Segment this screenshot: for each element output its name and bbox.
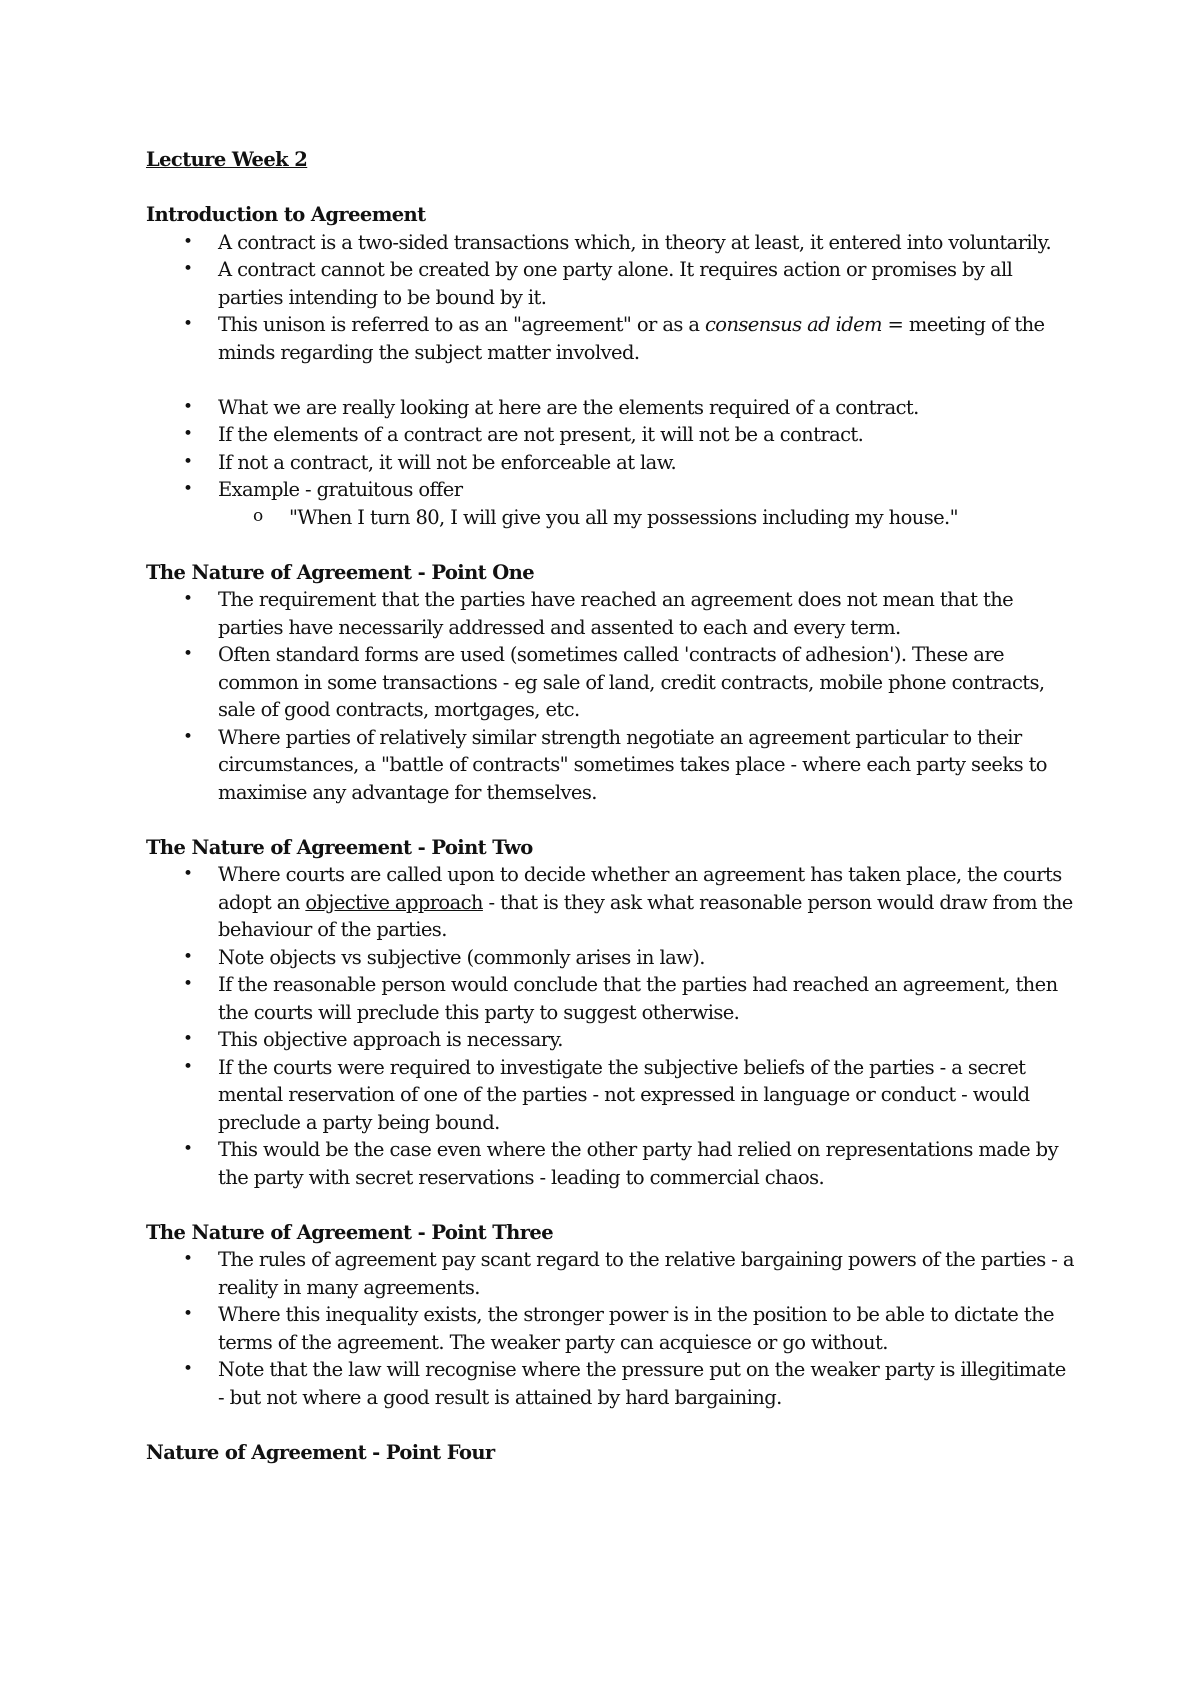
bullet-list bbox=[146, 586, 1076, 806]
latin-term: consensus ad idem bbox=[704, 313, 882, 336]
list-item-text: A contract is a two-sided transactions which, in theory at least, it entered into voluntarily. bbox=[218, 230, 1052, 254]
circle-bullet-icon: o bbox=[253, 505, 263, 526]
list-item bbox=[146, 861, 1076, 944]
sub-list-item bbox=[218, 504, 1076, 532]
list-item-text: The requirement that the parties have reached an agreement does not mean that the parties have necessarily addressed and assented to each and every term. bbox=[218, 588, 1014, 639]
list-item-text: Example - gratuitous offer bbox=[218, 478, 463, 501]
section-point-four bbox=[146, 1439, 1076, 1467]
underlined-term: objective approach bbox=[305, 890, 483, 914]
section-heading: The Nature of Agreement - Point Two bbox=[146, 835, 533, 859]
list-item bbox=[146, 1301, 1076, 1356]
bullet-icon: • bbox=[183, 1056, 193, 1077]
section-heading: The Nature of Agreement - Point Three bbox=[146, 1220, 554, 1244]
bullet-icon: • bbox=[183, 1304, 193, 1324]
list-item bbox=[146, 229, 1076, 257]
bullet-icon: • bbox=[183, 396, 193, 417]
list-item-text: If not a contract, it will not be enforceable at law. bbox=[218, 450, 677, 474]
list-item bbox=[146, 421, 1076, 449]
bullet-list bbox=[146, 394, 1076, 532]
bullet-icon: • bbox=[183, 864, 193, 884]
list-item bbox=[146, 1136, 1076, 1191]
list-item-text-start: This unison is referred to as an "agreement" or as a bbox=[218, 313, 705, 336]
section-point-three bbox=[146, 1219, 1076, 1412]
list-item-text: Where parties of relatively similar strength negotiate an agreement particular to their circumstances, a "battle of contracts" sometimes takes place - where each party seeks to maximise any advantage for themselves. bbox=[218, 725, 1047, 804]
bullet-icon: • bbox=[183, 1249, 193, 1269]
bullet-icon: • bbox=[183, 974, 193, 994]
list-item bbox=[146, 641, 1076, 724]
list-item-text: If the elements of a contract are not present, it will not be a contract. bbox=[218, 423, 864, 446]
list-item-text: Often standard forms are used (sometimes called 'contracts of adhesion'). These are common in some transactions - eg sale of land, credit contracts, mobile phone contracts, sale of good contracts, mortgages, etc. bbox=[218, 643, 1045, 721]
bullet-icon: • bbox=[183, 314, 193, 334]
list-item bbox=[146, 1054, 1076, 1137]
list-item-text-end: - that is they ask what reasonable person would draw from the behaviour of the parties. bbox=[218, 890, 1073, 941]
sub-list bbox=[218, 504, 1076, 532]
list-item bbox=[146, 724, 1076, 807]
list-item-text: What we are really looking at here are the elements required of a contract. bbox=[218, 395, 919, 419]
section-point-one bbox=[146, 559, 1076, 807]
bullet-icon: • bbox=[183, 231, 193, 252]
section-heading: Introduction to Agreement bbox=[146, 203, 426, 226]
list-item bbox=[146, 586, 1076, 641]
bullet-list bbox=[146, 861, 1076, 1191]
list-item bbox=[146, 394, 1076, 422]
list-item-text: This objective approach is necessary. bbox=[218, 1028, 563, 1051]
sub-list-item-text: "When I turn 80, I will give you all my possessions including my house." bbox=[289, 505, 959, 529]
list-item bbox=[146, 1026, 1076, 1054]
list-item bbox=[146, 944, 1076, 972]
list-item-text-start: Where courts are called upon to decide whether an agreement has taken place, the courts adopt an bbox=[218, 863, 1062, 914]
section-introduction bbox=[146, 201, 1076, 531]
bullet-icon: • bbox=[183, 479, 193, 499]
list-item-text-end: = meeting of the minds regarding the subject matter involved. bbox=[218, 313, 1045, 364]
document-title: Lecture Week 2 bbox=[146, 148, 308, 171]
list-item bbox=[146, 1246, 1076, 1301]
bullet-list bbox=[146, 1246, 1076, 1411]
bullet-icon: • bbox=[183, 589, 193, 609]
list-item-text: This would be the case even where the other party had relied on representations made by the party with secret reservations - leading to commercial chaos. bbox=[218, 1138, 1058, 1189]
list-item-text: If the courts were required to investigate the subjective beliefs of the parties - a secret mental reservation of one of the parties - not expressed in language or conduct - would preclude a party being bound. bbox=[218, 1055, 1030, 1134]
bullet-icon: • bbox=[183, 424, 193, 444]
list-item-text: Note that the law will recognise where the pressure put on the weaker party is illegitimate - but not where a good result is attained by hard bargaining. bbox=[218, 1358, 1066, 1409]
list-item bbox=[146, 311, 1076, 366]
document-page bbox=[146, 146, 1076, 1466]
list-item bbox=[146, 476, 1076, 531]
section-heading: The Nature of Agreement - Point One bbox=[146, 560, 535, 584]
bullet-icon: • bbox=[183, 1139, 193, 1159]
list-item-text: The rules of agreement pay scant regard to the relative bargaining powers of the parties - a reality in many agreements. bbox=[218, 1248, 1074, 1299]
bullet-icon: • bbox=[183, 1359, 193, 1379]
bullet-icon: • bbox=[183, 1029, 193, 1049]
bullet-icon: • bbox=[183, 451, 193, 472]
list-item bbox=[146, 1356, 1076, 1411]
section-point-two bbox=[146, 834, 1076, 1192]
list-item-text: If the reasonable person would conclude that the parties had reached an agreement, then the courts will preclude this party to suggest otherwise. bbox=[218, 973, 1058, 1024]
bullet-icon: • bbox=[183, 946, 193, 967]
list-item-text: Note objects vs subjective (commonly arises in law). bbox=[218, 945, 705, 969]
bullet-icon: • bbox=[183, 644, 193, 664]
list-item bbox=[146, 971, 1076, 1026]
list-item bbox=[146, 256, 1076, 311]
list-item-text: A contract cannot be created by one party alone. It requires action or promises by all parties intending to be bound by it. bbox=[218, 258, 1013, 309]
list-item-text: Where this inequality exists, the stronger power is in the position to be able to dictate the terms of the agreement. The weaker party can acquiesce or go without. bbox=[218, 1303, 1054, 1354]
list-item bbox=[146, 449, 1076, 477]
bullet-icon: • bbox=[183, 726, 193, 747]
bullet-list bbox=[146, 229, 1076, 367]
section-heading: Nature of Agreement - Point Four bbox=[146, 1440, 495, 1464]
bullet-icon: • bbox=[183, 259, 193, 279]
